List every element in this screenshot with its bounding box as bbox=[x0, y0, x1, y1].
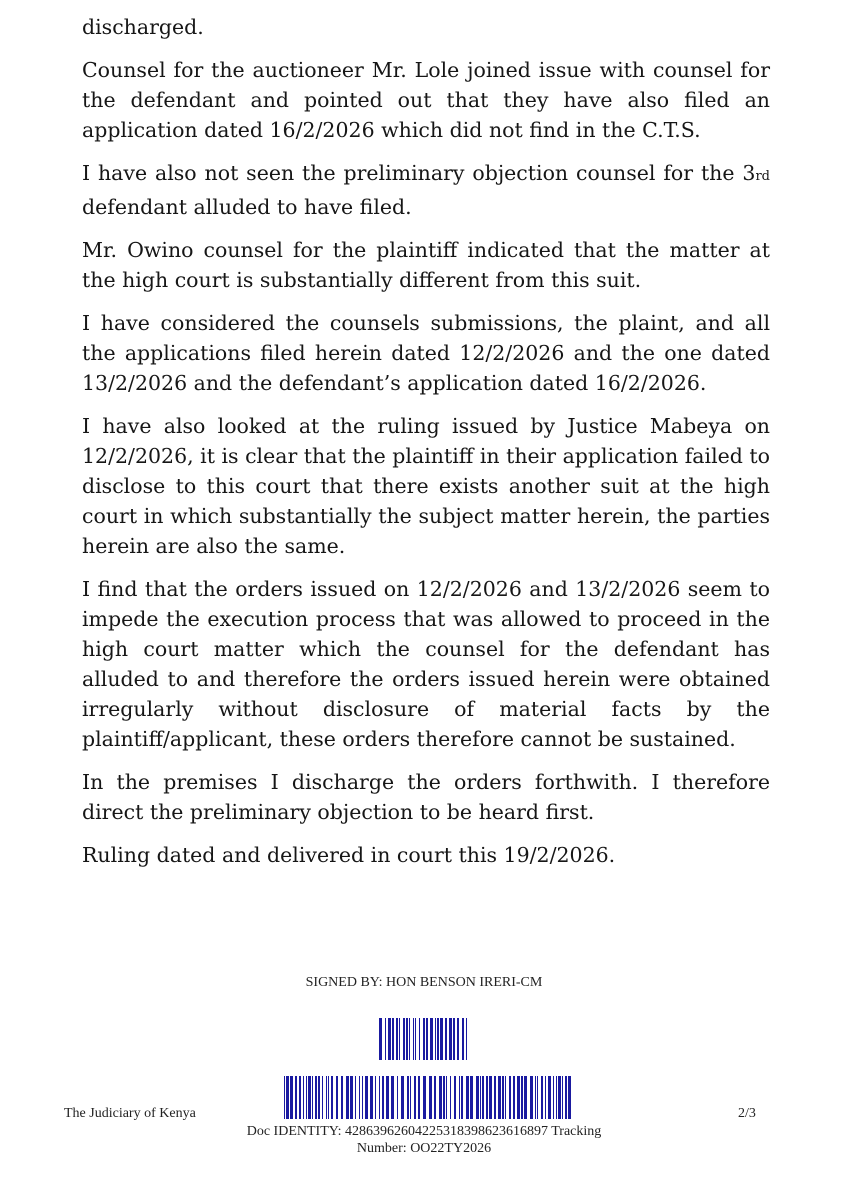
ordinal-suffix: rd bbox=[755, 169, 770, 184]
footer-doc-identity: Doc IDENTITY: 42863962604225318398623616897 Tracking Number: OO22TY2026 bbox=[246, 1124, 602, 1156]
footer-page-number: 2/3 bbox=[738, 1106, 756, 1121]
paragraph: I have also looked at the ruling issued by Justice Mabeya on 12/2/2026, it is clear that the plaintiff in their application failed to disclose to this court that there exists another suit at the high court in which substantially the subject matter herein, the parties herein are also the same. bbox=[82, 414, 770, 558]
paragraph-text: I have also not seen the preliminary objection counsel for the 3 bbox=[82, 161, 756, 185]
paragraph: discharged. bbox=[82, 15, 204, 39]
paragraph-text: defendant alluded to have filed. bbox=[82, 195, 412, 219]
barcode-graphic bbox=[379, 1018, 467, 1060]
signed-by: SIGNED BY: HON BENSON IRERI-CM bbox=[305, 975, 543, 990]
paragraph: In the premises I discharge the orders forthwith. I therefore direct the preliminary objection to be heard first. bbox=[82, 770, 770, 824]
paragraph: Mr. Owino counsel for the plaintiff indicated that the matter at the high court is substantially different from this suit. bbox=[82, 238, 770, 292]
ruling-body bbox=[82, 12, 770, 883]
barcode-top bbox=[379, 1018, 467, 1060]
paragraph: I find that the orders issued on 12/2/2026 and 13/2/2026 seem to impede the execution process that was allowed to proceed in the high court matter which the counsel for the defendant has alluded to and therefore the orders issued herein were obtained irregularly without disclosure of material facts by the plaintiff/applicant, these orders therefore cannot be sustained. bbox=[82, 577, 770, 751]
paragraph: Ruling dated and delivered in court this 19/2/2026. bbox=[82, 843, 616, 867]
paragraph-preliminary-objection bbox=[82, 158, 770, 222]
paragraph: Counsel for the auctioneer Mr. Lole joined issue with counsel for the defendant and pointed out that they have also filed an application dated 16/2/2026 which did not find in the C.T.S. bbox=[82, 58, 770, 142]
paragraph: I have considered the counsels submissions, the plaint, and all the applications filed herein dated 12/2/2026 and the one dated 13/2/2026 and the defendant’s application dated 16/2/2026. bbox=[82, 311, 770, 395]
barcode-graphic bbox=[284, 1076, 572, 1119]
footer-judiciary: The Judiciary of Kenya bbox=[64, 1106, 196, 1121]
barcode-bottom bbox=[284, 1076, 572, 1119]
